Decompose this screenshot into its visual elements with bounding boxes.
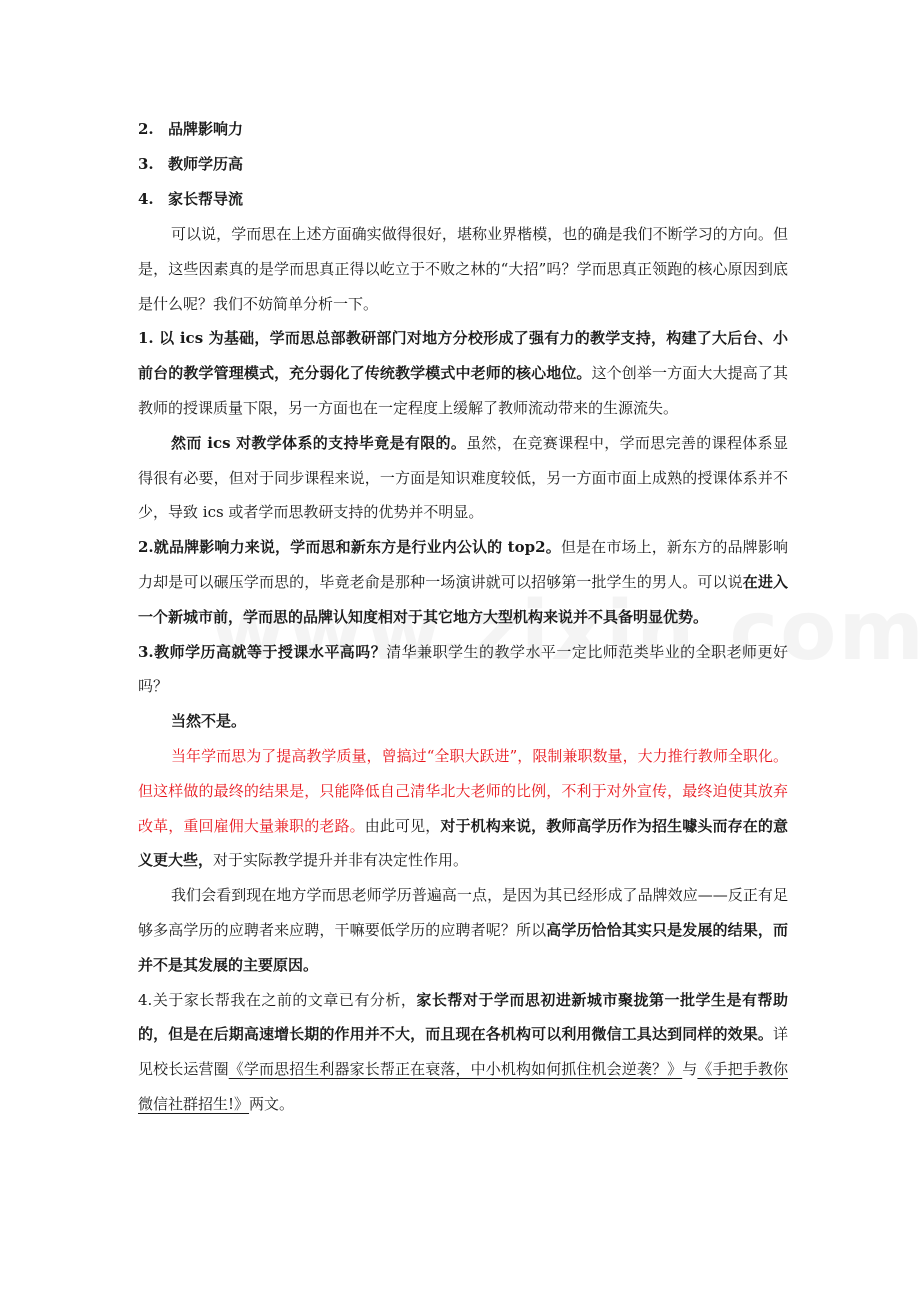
bold-text: 当然不是。	[171, 712, 247, 731]
paragraph-intro	[138, 217, 788, 321]
highlight-red-text: 当年学而思为了提高教学质量，曾搞过“全职大跃进”，限制兼职数量，大力推行教师全职化。但这样做的最终的结果是，只能降低自己清华北大老师的比例，不利于对外宣传，最终迫使其放弃改革，重回雇佣大量兼职的老路。	[138, 746, 788, 835]
paragraph-education-question	[138, 635, 788, 705]
bold-text: 3.教师学历高就等于授课水平高吗？	[138, 642, 387, 661]
list-text: 品牌影响力	[168, 120, 244, 138]
paragraph-text: 这个创举一方面大大提高了其教师的授课质量下限，另一方面也在一定程度上缓解了教师流动带来的生源流失。	[138, 364, 788, 417]
bold-text: 在进入一个新城市前，学而思的品牌认知度相对于其它地方大型机构来说并不具备明显优势。	[138, 572, 788, 626]
bold-text: 家长帮对于学而思初进新城市聚拢第一批学生是有帮助的，但是在后期高速增长期的作用并不大，而且现在各机构可以利用微信工具达到同样的效果。	[138, 990, 788, 1044]
list-number: 3.	[138, 155, 154, 173]
paragraph-text: 清华兼职学生的教学水平一定比师范类毕业的全职老师更好吗？	[138, 642, 788, 696]
paragraph-text: 4.关于家长帮我在之前的文章已有分析，	[138, 990, 417, 1009]
bold-text: 高学历恰恰其实只是发展的结果，而并不是其发展的主要原因。	[138, 920, 788, 974]
paragraph-text: 与	[682, 1060, 698, 1079]
list-item-parents	[138, 182, 788, 217]
paragraph-text: 可以说，学而思在上述方面确实做得很好，堪称业界楷模，也的确是我们不断学习的方向。但是，这些因素真的是学而思真正得以屹立于不败之林的“大招”吗？学而思真正领跑的核心原因到底是什么呢？我们不妨简单分析一下。	[138, 225, 788, 313]
paragraph-text: 由此可见，	[364, 816, 441, 835]
paragraph-text: 两文。	[249, 1094, 295, 1113]
list-text: 教师学历高	[168, 155, 244, 173]
list-text: 家长帮导流	[168, 190, 244, 208]
paragraph-parents-help	[138, 983, 788, 1122]
article-link-decline[interactable]: 《学而思招生利器家长帮正在衰落，中小机构如何抓住机会逆袭？》	[228, 1060, 683, 1079]
paragraph-brand-effect	[138, 878, 788, 982]
list-item-brand	[138, 112, 788, 147]
paragraph-text: 虽然，在竞赛课程中，学而思完善的课程体系显得很有必要，但对于同步课程来说，一方面是知识难度较低，另一方面市面上成熟的授课体系并不少，导致 ics 或者学而思教研支持的优势并不明显。	[138, 433, 788, 522]
bold-text: 2.就品牌影响力来说，学而思和新东方是行业内公认的 top2。	[138, 538, 561, 557]
list-item-education	[138, 147, 788, 182]
paragraph-text: 我们会看到现在地方学而思老师学历普遍高一点，是因为其已经形成了品牌效应——反正有足够多高学历的应聘者来应聘，干嘛要低学历的应聘者呢？所以	[138, 886, 788, 939]
bold-text: 1. 以 ics 为基础，学而思总部教研部门对地方分校形成了强有力的教学支持，构建了大后台、小前台的教学管理模式，充分弱化了传统教学模式中老师的核心地位。	[138, 329, 788, 383]
article-link-wechat[interactable]: 《手把手教你微信社群招生!》	[138, 1060, 788, 1113]
bold-text: 对于机构来说，教师高学历作为招生噱头而存在的意义更大些，	[138, 816, 788, 870]
document-page	[138, 112, 788, 1122]
paragraph-text: 对于实际教学提升并非有决定性作用。	[213, 851, 469, 870]
list-number: 2.	[138, 120, 154, 138]
list-number: 4.	[138, 190, 154, 208]
paragraph-text: 详见校长运营圈	[138, 1025, 788, 1079]
paragraph-ics-limit	[138, 426, 788, 530]
paragraph-of-course-not	[138, 704, 788, 739]
bold-text: 然而 ics 对教学体系的支持毕竟是有限的。	[171, 433, 467, 452]
paragraph-brand	[138, 530, 788, 634]
paragraph-ics	[138, 321, 788, 425]
paragraph-fulltime-reform	[138, 739, 788, 878]
paragraph-text: 但是在市场上，新东方的品牌影响力却是可以碾压学而思的，毕竟老俞是那种一场演讲就可以招够第一批学生的男人。可以说	[138, 538, 788, 591]
